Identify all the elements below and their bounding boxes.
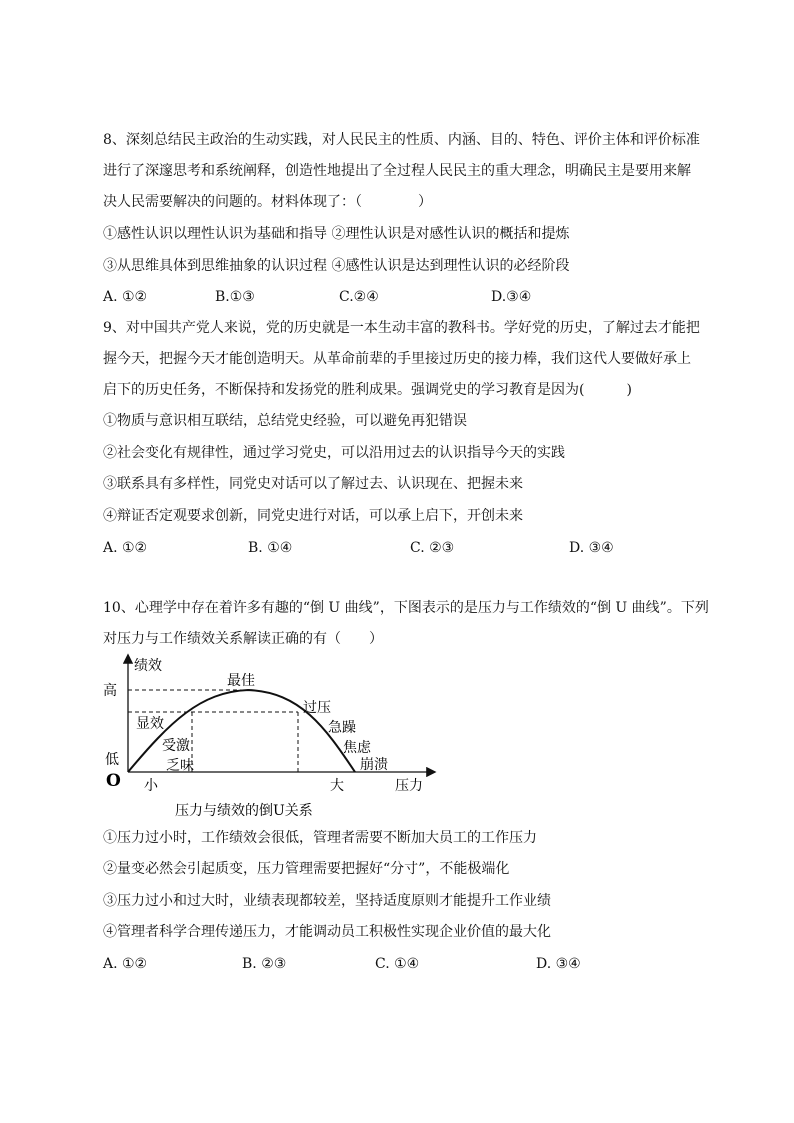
y-axis-label: 绩效 [134,658,162,674]
effective-label: 显效 [136,716,164,732]
boredom-label: 乏味 [166,758,194,774]
impatient-label: 急躁 [328,720,356,736]
q10-statement-1: ①压力过小时，工作绩效会很低，管理者需要不断加大员工的工作压力 [103,830,537,846]
q8-option-a[interactable]: A. ①② [103,289,148,305]
q8-option-d[interactable]: D.③④ [491,289,532,305]
inverted-u-figure [100,652,440,827]
q10-statement-4: ④管理者科学合理传递压力，才能调动员工积极性实现企业价值的最大化 [103,924,551,940]
q9-statement-2: ②社会变化有规律性，通过学习党史，可以沿用过去的认识指导今天的实践 [103,445,565,461]
q9-stem-line-3: 启下的历史任务，不断保持和发扬党的胜利成果。强调党史的学习教育是因为( ) [103,382,632,398]
y-low-label: 低 [105,752,119,768]
q9-statement-4: ④辩证否定观要求创新，同党史进行对话，可以承上启下，开创未来 [103,508,523,524]
collapse-label: 崩溃 [360,757,388,773]
q9-option-b[interactable]: B. ①④ [248,540,293,556]
q9-statement-3: ③联系具有多样性，同党史对话可以了解过去、认识现在、把握未来 [103,476,523,492]
x-small-label: 小 [144,778,158,794]
x-large-label: 大 [330,778,344,794]
q10-option-d[interactable]: D. ③④ [536,956,581,972]
anxiety-label: 焦虑 [343,740,371,756]
q8-statement-1: ①感性认识以理性认识为基础和指导 ②理性认识是对感性认识的概括和提炼 [103,226,570,242]
q8-stem-line-2: 进行了深邃思考和系统阐释，创造性地提出了全过程人民民主的重大理念，明确民主是要用来解 [103,163,691,179]
q8-option-b[interactable]: B.①③ [215,289,255,305]
x-axis-label: 压力 [395,778,423,794]
q9-stem-line-2: 握今天，把握今天才能创造明天。从革命前辈的手里接过历史的接力棒，我们这代人要做好承上 [103,351,691,367]
peak-label: 最佳 [227,673,255,689]
q8-stem-line-3: 决人民需要解决的问题的。材料体现了：（ ） [103,194,432,210]
q9-option-c[interactable]: C. ②③ [410,540,455,556]
q9-statement-1: ①物质与意识相互联结，总结党史经验，可以避免再犯错误 [103,413,467,429]
q10-statement-2: ②量变必然会引起质变，压力管理需要把握好“分寸”，不能极端化 [103,861,510,877]
q10-option-a[interactable]: A. ①② [103,956,148,972]
q10-option-b[interactable]: B. ②③ [242,956,287,972]
q10-statement-3: ③压力过小和过大时，业绩表现都较差，坚持适度原则才能提升工作业绩 [103,893,551,909]
q10-stem-line-1: 10、心理学中存在着许多有趣的“倒 U 曲线”，下图表示的是压力与工作绩效的“倒 U 曲线”。下列 [103,600,709,616]
stimulated-label: 受激 [162,738,190,754]
q8-statement-2: ③从思维具体到思维抽象的认识过程 ④感性认识是达到理性认识的必经阶段 [103,258,570,274]
y-high-label: 高 [103,683,117,699]
q9-stem-line-1: 9、对中国共产党人来说，党的历史就是一本生动丰富的教科书。学好党的历史，了解过去才能把 [103,320,700,336]
q8-stem-line-1: 8、深刻总结民主政治的生动实践，对人民民主的性质、内涵、目的、特色、评价主体和评价标准 [103,132,700,148]
overpressure-label: 过压 [303,700,331,716]
origin-label: O [106,771,121,791]
q8-option-c[interactable]: C.②④ [339,289,379,305]
figure-caption: 压力与绩效的倒U关系 [175,803,313,819]
q10-stem-line-2: 对压力与工作绩效关系解读正确的有（ ） [103,631,383,647]
q10-option-c[interactable]: C. ①④ [375,956,420,972]
q9-option-d[interactable]: D. ③④ [569,540,614,556]
q9-option-a[interactable]: A. ①② [103,540,148,556]
